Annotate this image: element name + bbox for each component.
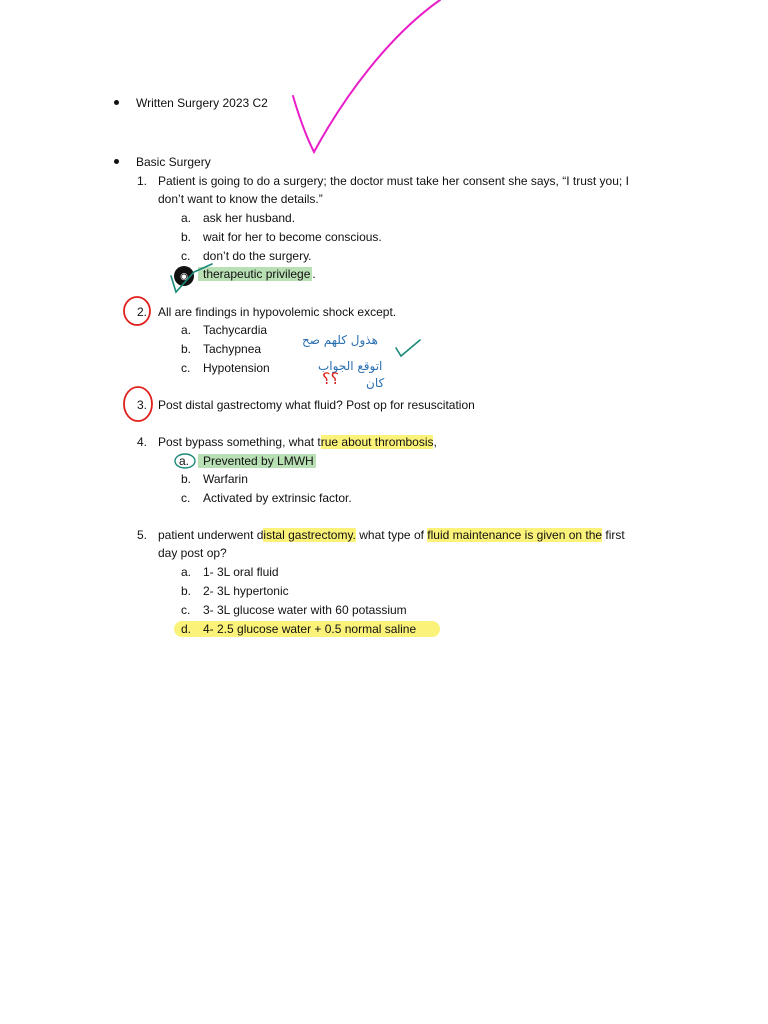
option-text-answer	[198, 266, 316, 282]
option-letter: a.	[181, 211, 192, 225]
question-text-plain: patient underwent d	[158, 528, 264, 542]
option-letter: c.	[181, 491, 191, 505]
option-letter: c.	[181, 361, 191, 375]
highlighted-phrase: rue about thrombosis	[320, 435, 434, 449]
option-highlighted-row	[174, 621, 440, 637]
option-letter: b.	[181, 472, 192, 486]
option-text: 3- 3L glucose water with 60 potassium	[203, 603, 407, 617]
question-text-plain: first	[602, 528, 625, 542]
option-text-answer	[198, 453, 316, 469]
option-text: 2- 3L hypertonic	[203, 584, 289, 598]
question-text-plain: what type of	[355, 528, 428, 542]
highlighted-phrase: istal gastrectomy.	[263, 528, 356, 542]
question-number: 1.	[136, 174, 147, 188]
document-title: Written Surgery 2023 C2	[136, 96, 268, 110]
handwritten-note: اتوقع الجواب	[318, 359, 383, 373]
option-text: don’t do the surgery.	[203, 249, 312, 263]
highlighted-answer: therapeutic privilege	[198, 267, 312, 281]
option-letter: a.	[181, 565, 192, 579]
question-text	[158, 434, 437, 450]
question-text	[158, 527, 625, 543]
question-number: 5.	[136, 528, 147, 542]
bullet-dot	[114, 100, 119, 105]
question-text: Post distal gastrectomy what fluid? Post op for resuscitation	[158, 398, 475, 412]
question-text: All are findings in hypovolemic shock except.	[158, 305, 397, 319]
option-letter: a.	[181, 323, 192, 337]
highlighted-answer: Prevented by LMWH	[198, 454, 316, 468]
teal-checkmark	[396, 340, 420, 356]
bullet-dot	[114, 159, 119, 164]
option-text: 1- 3L oral fluid	[203, 565, 279, 579]
option-letter: b.	[181, 230, 192, 244]
question-text: day post op?	[158, 546, 227, 560]
option-text: 4- 2.5 glucose water + 0.5 normal saline	[203, 622, 417, 636]
question-text: don’t want to know the details.”	[158, 192, 323, 206]
option-letter: c.	[181, 603, 191, 617]
question-text-plain: Post bypass something, what t	[158, 435, 321, 449]
option-text: wait for her to become conscious.	[203, 230, 382, 244]
highlighted-phrase: fluid maintenance is given on the	[427, 528, 603, 542]
option-text: Activated by extrinsic factor.	[203, 491, 352, 505]
option-letter: d.	[181, 622, 192, 636]
magenta-checkmark	[293, 0, 440, 152]
option-text: Hypotension	[203, 361, 270, 375]
option-suffix: .	[312, 267, 316, 281]
eye-icon: ◉	[174, 266, 194, 286]
option-letter-circled: a.	[179, 454, 190, 468]
question-number: 3.	[136, 398, 147, 412]
option-letter: b.	[181, 584, 192, 598]
option-text: Tachycardia	[203, 323, 268, 337]
question-text: Patient is going to do a surgery; the doctor must take her consent she says, “I trust you; I	[158, 174, 629, 188]
section-heading: Basic Surgery	[136, 155, 211, 169]
question-text-end: ,	[433, 435, 437, 449]
option-text: Warfarin	[203, 472, 248, 486]
question-number: 2.	[136, 305, 147, 319]
option-letter: c.	[181, 249, 191, 263]
handwritten-note: كان	[366, 376, 385, 390]
option-text: Tachypnea	[203, 342, 262, 356]
option-letter: b.	[181, 342, 192, 356]
handwritten-question-marks: ؟؟	[322, 369, 339, 388]
option-text: ask her husband.	[203, 211, 296, 225]
question-number: 4.	[136, 435, 147, 449]
handwritten-note: هذول كلهم صح	[302, 333, 378, 347]
